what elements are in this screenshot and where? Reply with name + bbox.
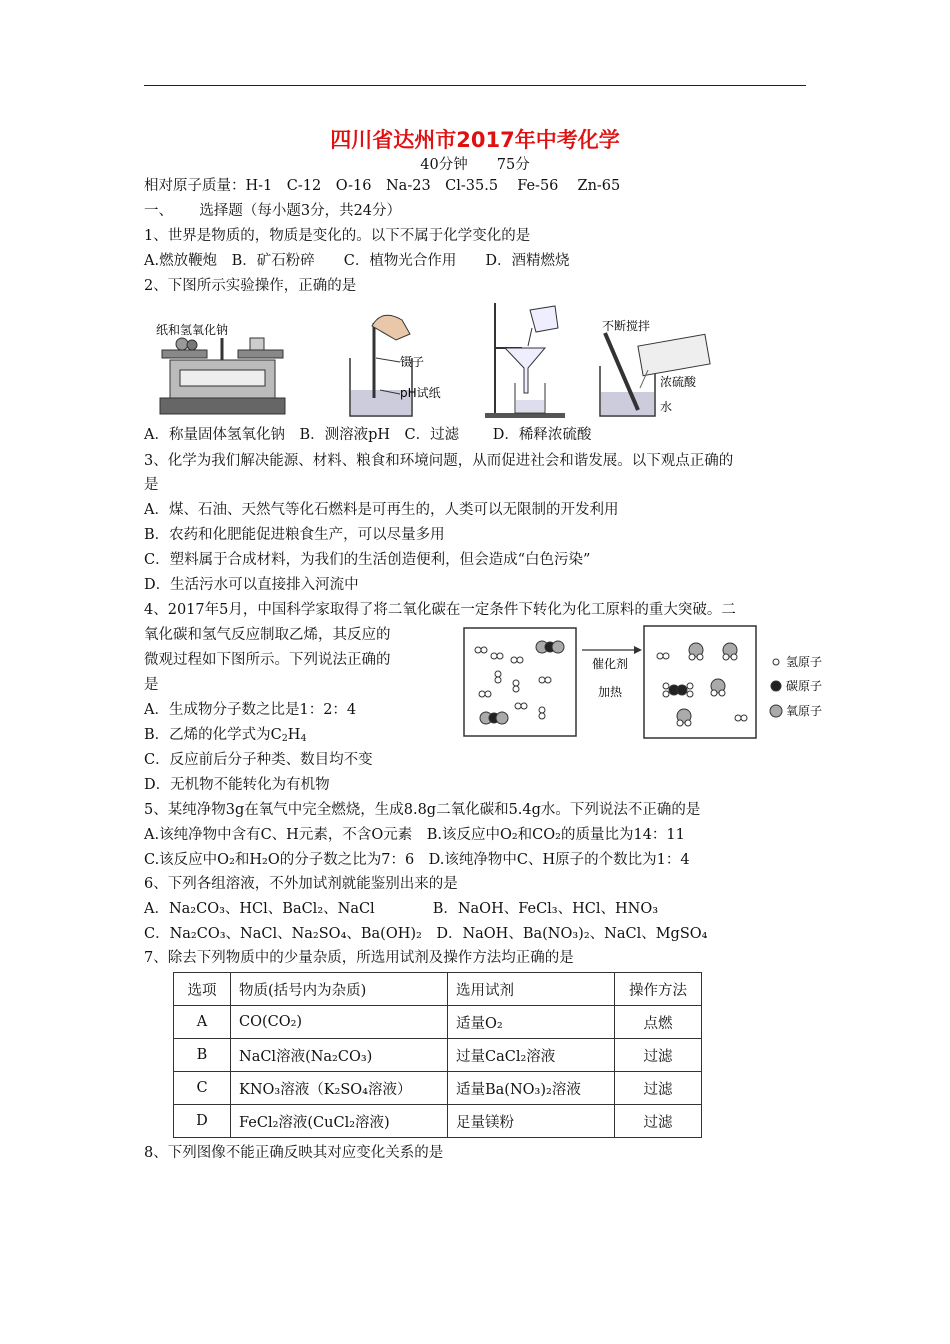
table-row	[174, 1072, 702, 1105]
legend-oxygen: 氧原子	[786, 704, 823, 718]
q4-stem-4: 是	[144, 677, 159, 693]
q4-option-c: C．反应前后分子种类、数目均不变	[144, 752, 373, 768]
dilution-illustration	[600, 318, 710, 416]
section-heading: 一、 选择题（每小题3分，共24分）	[144, 203, 402, 219]
q5-stem: 5、某纯净物3g在氧气中完全燃烧，生成8.8g二氧化碳和5.4g水。下列说法不正确的是	[144, 802, 701, 818]
water-label: 水	[660, 400, 673, 414]
q2-lab-operations-figure	[150, 298, 730, 423]
cell: 适量Ba(NO₃)₂溶液	[448, 1072, 615, 1105]
q5-options-ab: A.该纯净物中含有C、H元素，不含O元素 B.该反应中O₂和CO₂的质量比为14：11	[144, 827, 685, 843]
q3-option-d: D．生活污水可以直接排入河流中	[144, 577, 359, 593]
q3-option-c: C．塑料属于合成材料，为我们的生活创造便利，但会造成“白色污染”	[144, 552, 591, 568]
legend-hydrogen: 氢原子	[786, 655, 823, 669]
q1-options: A.燃放鞭炮 B．矿石粉碎 C．植物光合作用 D．酒精燃烧	[144, 253, 570, 269]
heat-label: 加热	[598, 685, 623, 699]
q2-stem: 2、下图所示实验操作，正确的是	[144, 278, 357, 294]
balance-illustration	[156, 322, 285, 414]
exam-duration-score: 40分钟 75分	[420, 157, 530, 173]
oxygen-legend-marker	[770, 705, 782, 717]
cell: 过滤	[615, 1105, 702, 1138]
table-row	[174, 1039, 702, 1072]
q2-options: A．称量固体氢氧化钠 B．测溶液pH C．过滤 D．稀释浓硫酸	[144, 427, 592, 443]
cell: B	[174, 1039, 231, 1072]
cell: A	[174, 1006, 231, 1039]
q4-stem-2: 氧化碳和氢气反应制取乙烯，其反应的	[144, 627, 391, 643]
header-substance: 物质(括号内为杂质)	[231, 973, 448, 1006]
acid-label: 浓硫酸	[660, 375, 697, 389]
q4-stem-3: 微观过程如下图所示。下列说法正确的	[144, 652, 391, 668]
stir-label: 不断搅拌	[602, 319, 651, 333]
page-title: 四川省达州市2017年中考化学	[330, 128, 620, 152]
q3-stem-2: 是	[144, 477, 159, 493]
catalyst-label: 催化剂	[592, 657, 629, 671]
cell: 点燃	[615, 1006, 702, 1039]
q3-stem-1: 3、化学为我们解决能源、材料、粮食和环境问题，从而促进社会和谐发展。以下观点正确的	[144, 453, 734, 469]
table-row	[174, 1006, 702, 1039]
q5-options-cd: C.该反应中O₂和H₂O的分子数之比为7：6 D.该纯净物中C、H原子的个数比为1：4	[144, 852, 690, 868]
cell: C	[174, 1072, 231, 1105]
cell: CO(CO₂)	[231, 1006, 448, 1039]
q7-stem: 7、除去下列物质中的少量杂质，所选用试剂及操作方法均正确的是	[144, 950, 574, 966]
balance-label: 纸和氢氧化钠	[156, 323, 229, 337]
cell: NaCl溶液(Na₂CO₃)	[231, 1039, 448, 1072]
cell: FeCl₂溶液(CuCl₂溶液)	[231, 1105, 448, 1138]
hydrogen-legend-marker	[773, 659, 779, 665]
cell: KNO₃溶液（K₂SO₄溶液）	[231, 1072, 448, 1105]
ph-paper-label: pH试纸	[400, 386, 441, 400]
table-header-row	[174, 973, 702, 1006]
cell: 足量镁粉	[448, 1105, 615, 1138]
q6-options-ab: A．Na₂CO₃、HCl、BaCl₂、NaCl B．NaOH、FeCl₃、HCl、HNO₃	[144, 901, 659, 917]
ph-test-illustration	[350, 315, 441, 416]
legend-carbon: 碳原子	[786, 679, 823, 693]
table-row	[174, 1105, 702, 1138]
header-reagent: 选用试剂	[448, 973, 615, 1006]
header-method: 操作方法	[615, 973, 702, 1006]
q6-stem: 6、下列各组溶液，不外加试剂就能鉴别出来的是	[144, 876, 458, 892]
cell: 过滤	[615, 1072, 702, 1105]
q6-options-cd: C．Na₂CO₃、NaCl、Na₂SO₄、Ba(OH)₂ D．NaOH、Ba(NO₃)₂、NaCl、MgSO₄	[144, 926, 708, 942]
cell: 过滤	[615, 1039, 702, 1072]
q4-option-d: D．无机物不能转化为有机物	[144, 777, 330, 793]
cell: D	[174, 1105, 231, 1138]
header-option: 选项	[174, 973, 231, 1006]
q3-option-a: A．煤、石油、天然气等化石燃料是可再生的，人类可以无限制的开发利用	[144, 502, 619, 518]
q8-stem: 8、下列图像不能正确反映其对应变化关系的是	[144, 1145, 444, 1161]
q4-reaction-figure	[462, 620, 850, 742]
cell: 过量CaCl₂溶液	[448, 1039, 615, 1072]
header-rule	[144, 85, 806, 86]
q3-option-b: B．农药和化肥能促进粮食生产，可以尽量多用	[144, 527, 445, 543]
q7-options-table	[173, 972, 702, 1138]
q4-stem-1: 4、2017年5月，中国科学家取得了将二氧化碳在一定条件下转化为化工原料的重大突破。二	[144, 602, 736, 618]
filtration-illustration	[485, 303, 565, 418]
tweezers-label: 镊子	[400, 355, 425, 369]
atomic-mass-line: 相对原子质量：H-1 C-12 O-16 Na-23 Cl-35.5 Fe-56 Zn-65	[144, 178, 621, 194]
q4-option-b: B．乙烯的化学式为$C_2H_4$	[144, 727, 307, 744]
q4-option-a: A．生成物分子数之比是1：2：4	[144, 702, 357, 718]
carbon-legend-marker	[771, 681, 781, 691]
cell: 适量O₂	[448, 1006, 615, 1039]
q1-stem: 1、世界是物质的，物质是变化的。以下不属于化学变化的是	[144, 228, 531, 244]
